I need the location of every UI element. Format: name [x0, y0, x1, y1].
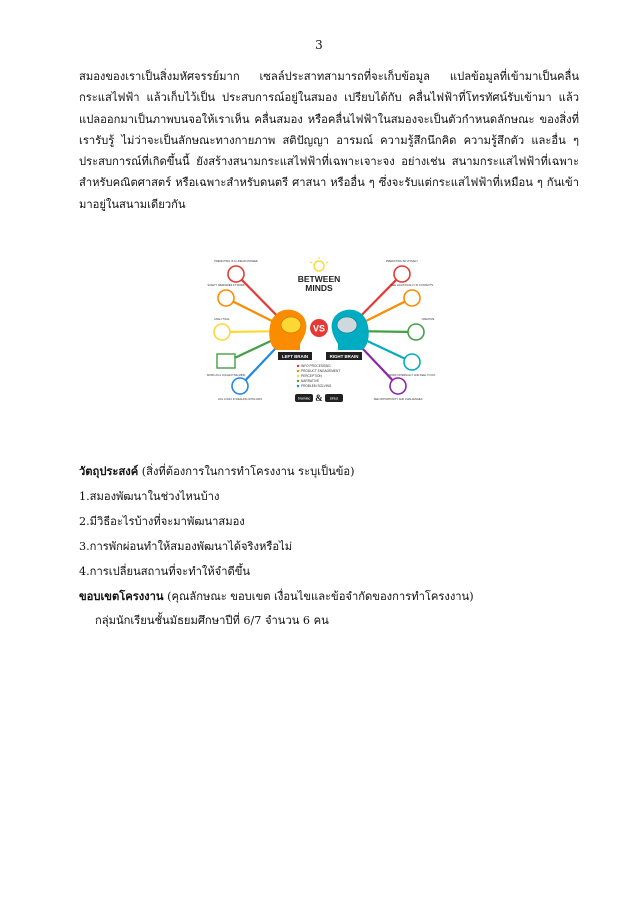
- left-head-icon: [269, 310, 306, 350]
- right-caption-2: SEE HOLISTICALLY IN CONTEXTS: [390, 284, 434, 287]
- right-caption-4: WORK INTERNALLY AND FEEL TO DO: [388, 374, 436, 377]
- svg-text:PROBLEM SOLVING: PROBLEM SOLVING: [301, 384, 332, 388]
- right-caption-5: SEE OPPORTUNITY AND CHALLENGES: [373, 398, 423, 401]
- right-brain-label: RIGHT BRAIN: [329, 354, 359, 359]
- infographic-bulb-icon: [310, 257, 328, 271]
- objective-item: 4.การเปลี่ยนสถานที่จะทำให้จำดีขึ้น: [79, 565, 251, 578]
- right-caption-1: PREDICTING INTUITIVELY: [385, 260, 419, 263]
- svg-text:brainiac: brainiac: [297, 396, 311, 401]
- left-caption-4: WORK AS A COLLECTIVE MIND: [206, 374, 246, 377]
- infographic-title-line1: BETWEEN: [297, 274, 341, 284]
- left-caption-3: ANALYTICAL: [214, 318, 230, 321]
- svg-text:INFO PROCESSING: INFO PROCESSING: [301, 364, 331, 368]
- objectives-heading-note: (สิ่งที่ต้องการในการทำโครงงาน ระบุเป็นข้อ): [138, 465, 355, 478]
- left-caption-2: SAFETY MEMORIES AT WORK: [207, 284, 245, 287]
- vs-badge: [310, 319, 328, 337]
- scope-heading-line: [79, 587, 474, 606]
- left-caption-1: PREDICTING IS A LINEAR ANSWER: [214, 260, 258, 263]
- infographic-title-line2: MINDS: [305, 283, 333, 293]
- right-caption-3: CREATIVE: [421, 318, 435, 321]
- center-list: [297, 364, 341, 388]
- svg-text:sirius: sirius: [329, 396, 339, 401]
- objectives-heading: วัตถุประสงค์: [79, 464, 139, 478]
- right-head-icon: [332, 310, 369, 350]
- svg-text:NARRATIVE: NARRATIVE: [301, 379, 320, 383]
- scope-detail: กลุ่มนักเรียนชั้นมัธยมศึกษาปีที่ 6/7 จำนวน 6 คน: [95, 614, 329, 627]
- objective-item: 1.สมองพัฒนาในช่วงไหนบ้าง: [79, 490, 220, 503]
- svg-text:VS: VS: [312, 323, 326, 334]
- left-caption-5: LOG LOGIC IN DEALING WITH DATA: [217, 398, 263, 401]
- body-paragraph: สมองของเราเป็นสิ่งมหัศจรรย์มาก เซลล์ประสาทสามารถที่จะเก็บข้อมูล แปลข้อมูลที่เข้ามาเป็นคลื่นกระแสไฟฟ้า แล้วเก็บไว้เป็น ประสบการณ์อยู่ในสมอง เปรียบได้กับ คลื่นไฟฟ้าที่โทรทัศน์รับเข้ามา แล้วแปลออกมาเป็นภาพบนจอให้เราเห็น คลื่นสมอง หรือคลื่นไฟฟ้าในสมองจะเป็นตัวกำหนดลักษณะ ของสิ่งที่เรารับรู้ ไม่ว่าจะเป็นลักษณะทางกายภาพ สติปัญญา อารมณ์ ความรู้สึกนึกคิด ความรู้สึกตัว และอื่น ๆ ประสบการณ์ที่เกิดขึ้นนี้ ยังสร้างสนามกระแสไฟฟ้าที่เฉพาะเจาะจง อย่างเช่น สนามกระแสไฟฟ้าที่เฉพาะ สำหรับคณิตศาสตร์ หรือเฉพาะสำหรับดนตรี ศาสนา หรืออื่น ๆ ซึ่งจะรับแต่กระแสไฟฟ้าที่เหมือน ๆ กันเข้ามาอยู่ในสนามเดียวกัน: [79, 70, 579, 211]
- scope-heading: ขอบเขตโครงงาน: [79, 589, 164, 603]
- objectives-heading-line: [79, 462, 355, 481]
- svg-text:PERCEPTION: PERCEPTION: [301, 374, 322, 378]
- svg-text:PRODUCT ENGAGEMENT: PRODUCT ENGAGEMENT: [301, 369, 341, 373]
- between-minds-infographic: [196, 256, 442, 408]
- page-number: 3: [315, 38, 323, 52]
- svg-text:&: &: [315, 393, 323, 403]
- left-brain-label: LEFT BRAIN: [281, 354, 309, 359]
- objective-item: 3.การพักผ่อนทำให้สมองพัฒนาได้จริงหรือไม่: [79, 540, 293, 553]
- infographic-logos: [295, 393, 343, 403]
- scope-heading-note: (คุณลักษณะ ขอบเขต เงื่อนไขและข้อจำกัดของการทำโครงงาน): [163, 590, 474, 603]
- objective-item: 2.มีวิธีอะไรบ้างที่จะมาพัฒนาสมอง: [79, 515, 245, 528]
